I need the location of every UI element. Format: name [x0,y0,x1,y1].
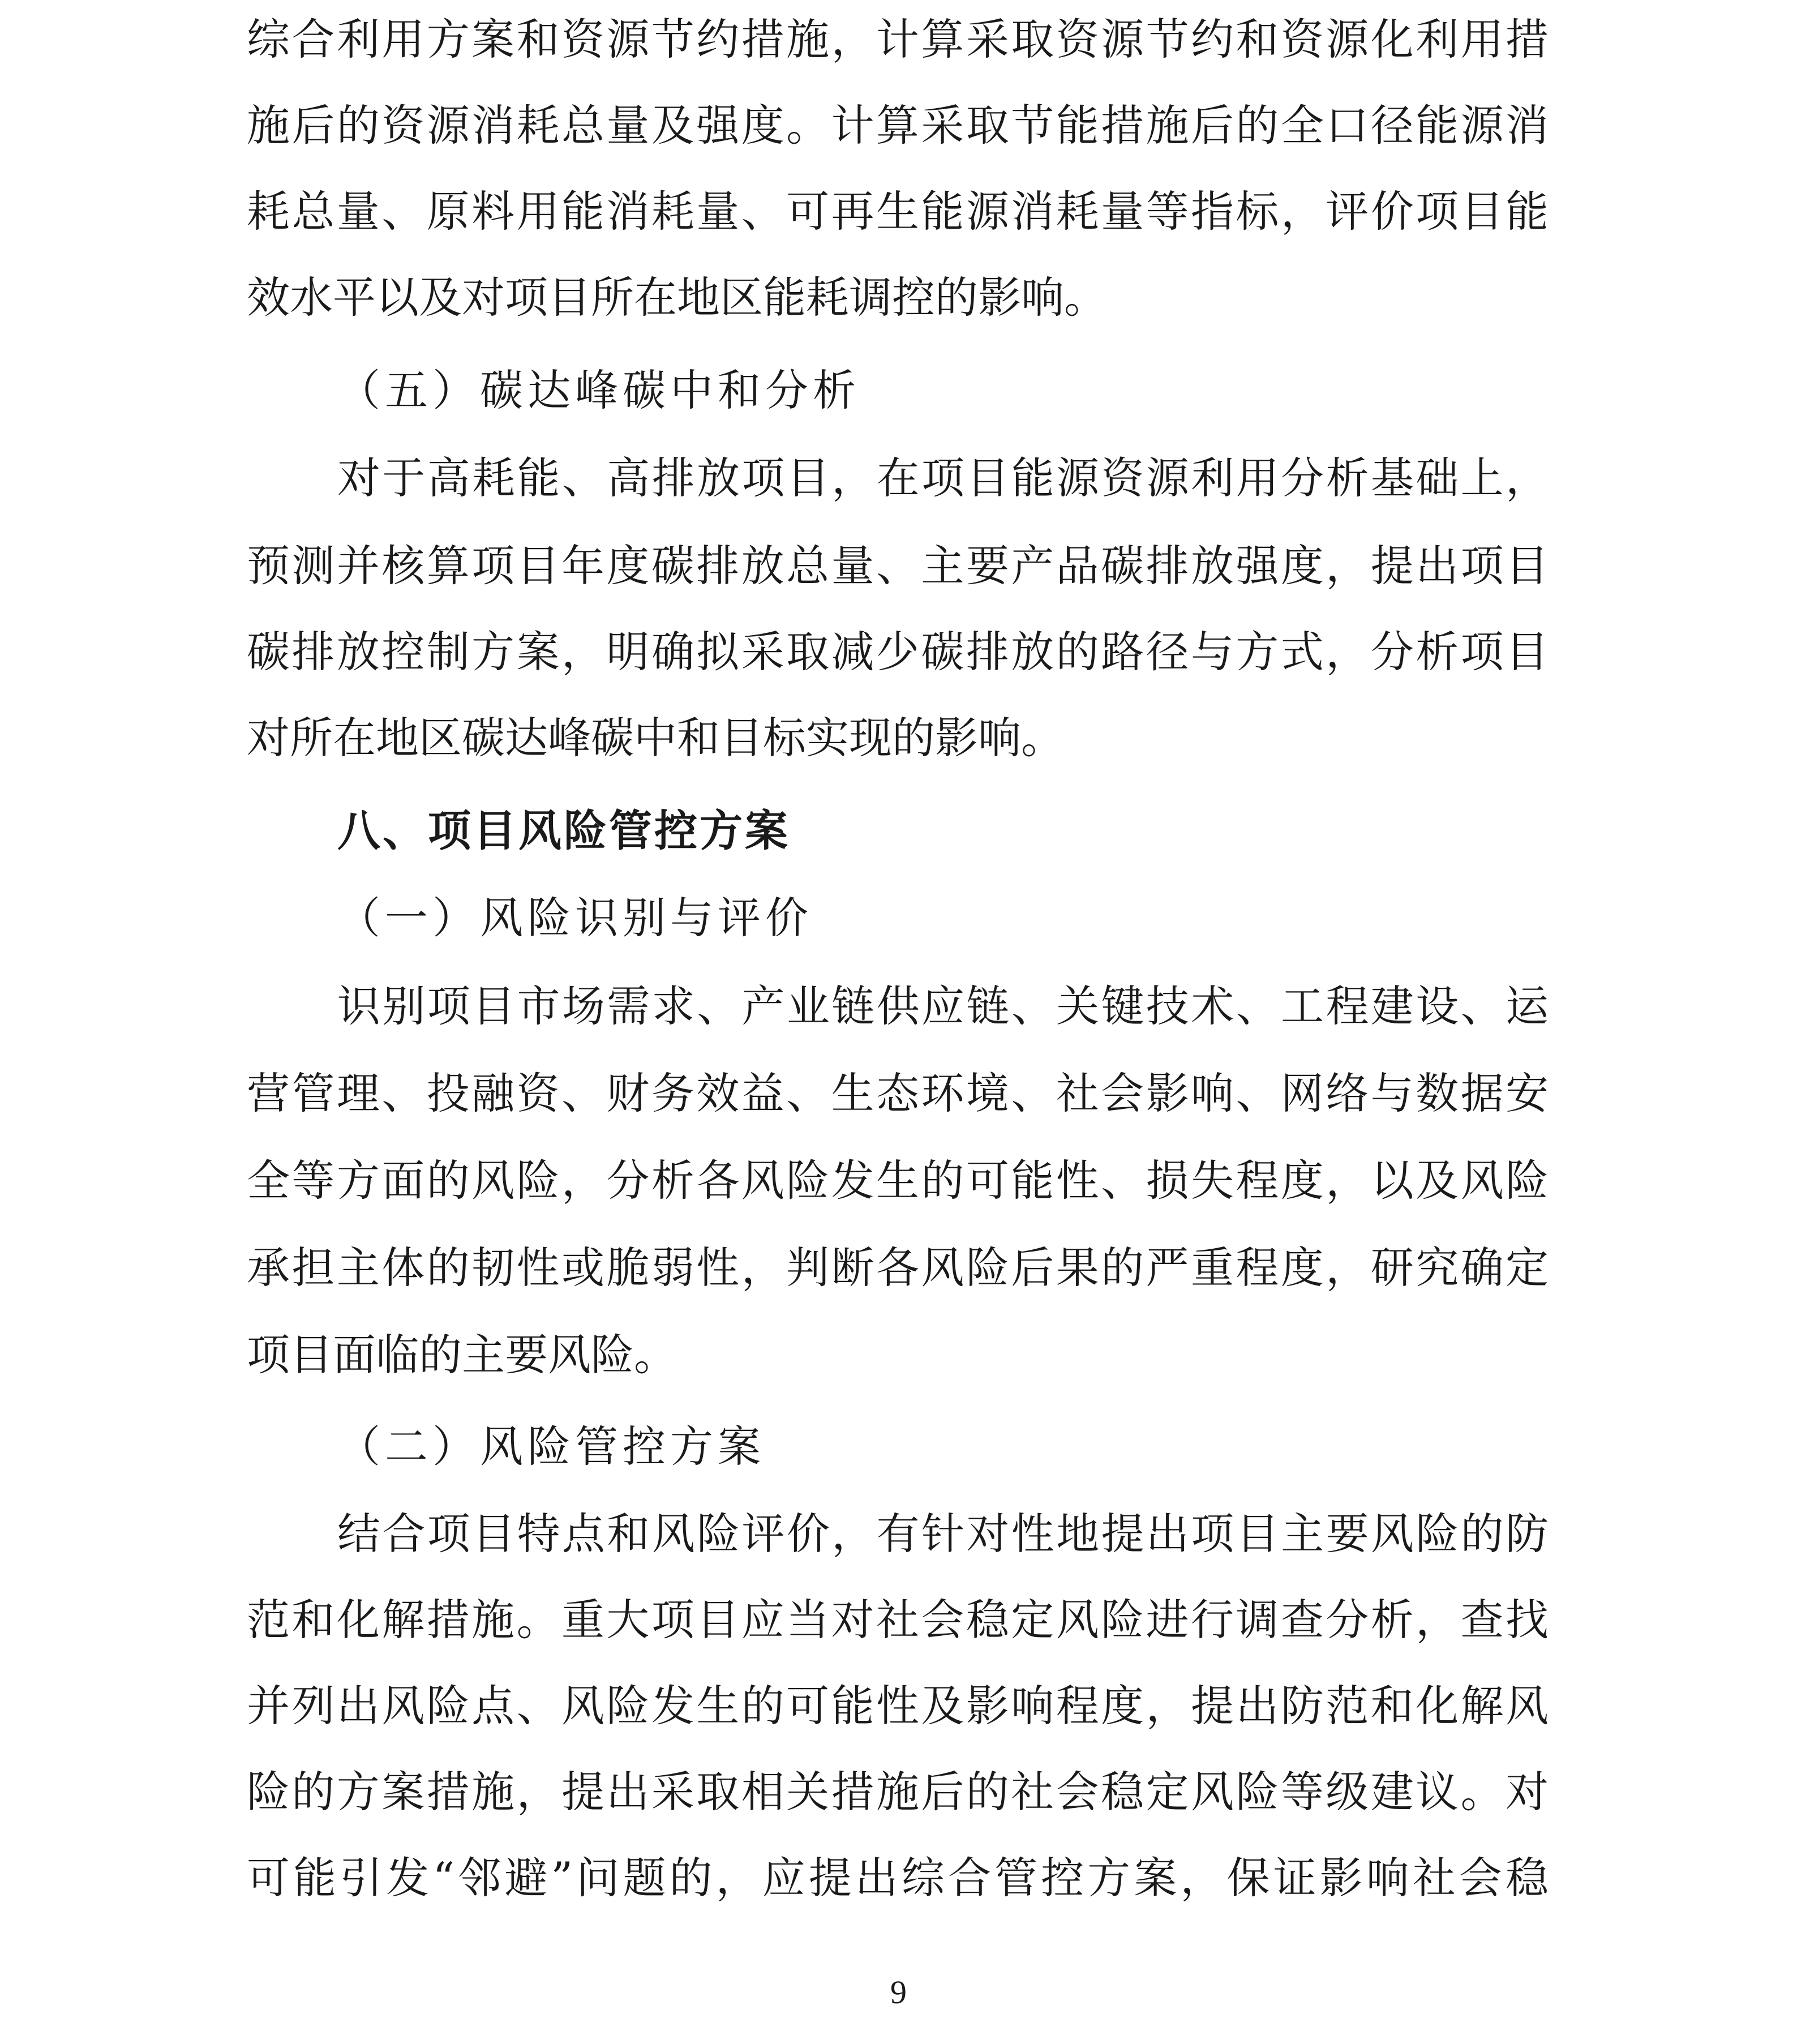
paragraph-line: 对所在地区碳达峰碳中和目标实现的影响。 [247,713,1064,763]
paragraph-line: 施后的资源消耗总量及强度。计算采取节能措施后的全口径能源消 [247,100,1549,151]
paragraph-line: 效水平以及对项目所在地区能耗调控的影响。 [247,272,1107,323]
paragraph-line: 全等方面的风险，分析各风险发生的可能性、损失程度，以及风险 [247,1155,1549,1206]
paragraph-line: 耗总量、原料用能消耗量、可再生能源消耗量等指标，评价项目能 [247,186,1549,237]
section-heading: （二）风险管控方案 [337,1421,765,1472]
paragraph-line: 险的方案措施，提出采取相关措施后的社会稳定风险等级建议。对 [247,1767,1549,1817]
paragraph-line: 并列出风险点、风险发生的可能性及影响程度，提出防范和化解风 [247,1681,1549,1731]
paragraph-line: 承担主体的韧性或脆弱性，判断各风险后果的严重程度，研究确定 [247,1242,1549,1293]
page-number: 9 [890,1974,907,2011]
paragraph-line: 综合利用方案和资源节约措施，计算采取资源节约和资源化利用措 [247,14,1549,65]
paragraph-line: 范和化解措施。重大项目应当对社会稳定风险进行调查分析，查找 [247,1595,1549,1645]
paragraph-line: 可能引发“邻避”问题的，应提出综合管控方案，保证影响社会稳 [247,1853,1549,1903]
chapter-heading: 八、项目风险管控方案 [337,805,790,856]
section-heading: （五）碳达峰碳中和分析 [337,365,860,415]
paragraph-line: 营管理、投融资、财务效益、生态环境、社会影响、网络与数据安 [247,1068,1549,1119]
paragraph-line: 结合项目特点和风险评价，有针对性地提出项目主要风险的防 [337,1509,1549,1559]
paragraph-line: 预测并核算项目年度碳排放总量、主要产品碳排放强度，提出项目 [247,541,1549,591]
paragraph-line: 碳排放控制方案，明确拟采取减少碳排放的路径与方式，分析项目 [247,627,1549,677]
paragraph-line: 对于高耗能、高排放项目，在项目能源资源利用分析基础上， [337,453,1549,503]
section-heading: （一）风险识别与评价 [337,893,813,943]
paragraph-line: 项目面临的主要风险。 [247,1330,677,1380]
paragraph-line: 识别项目市场需求、产业链供应链、关键技术、工程建设、运 [337,981,1549,1031]
